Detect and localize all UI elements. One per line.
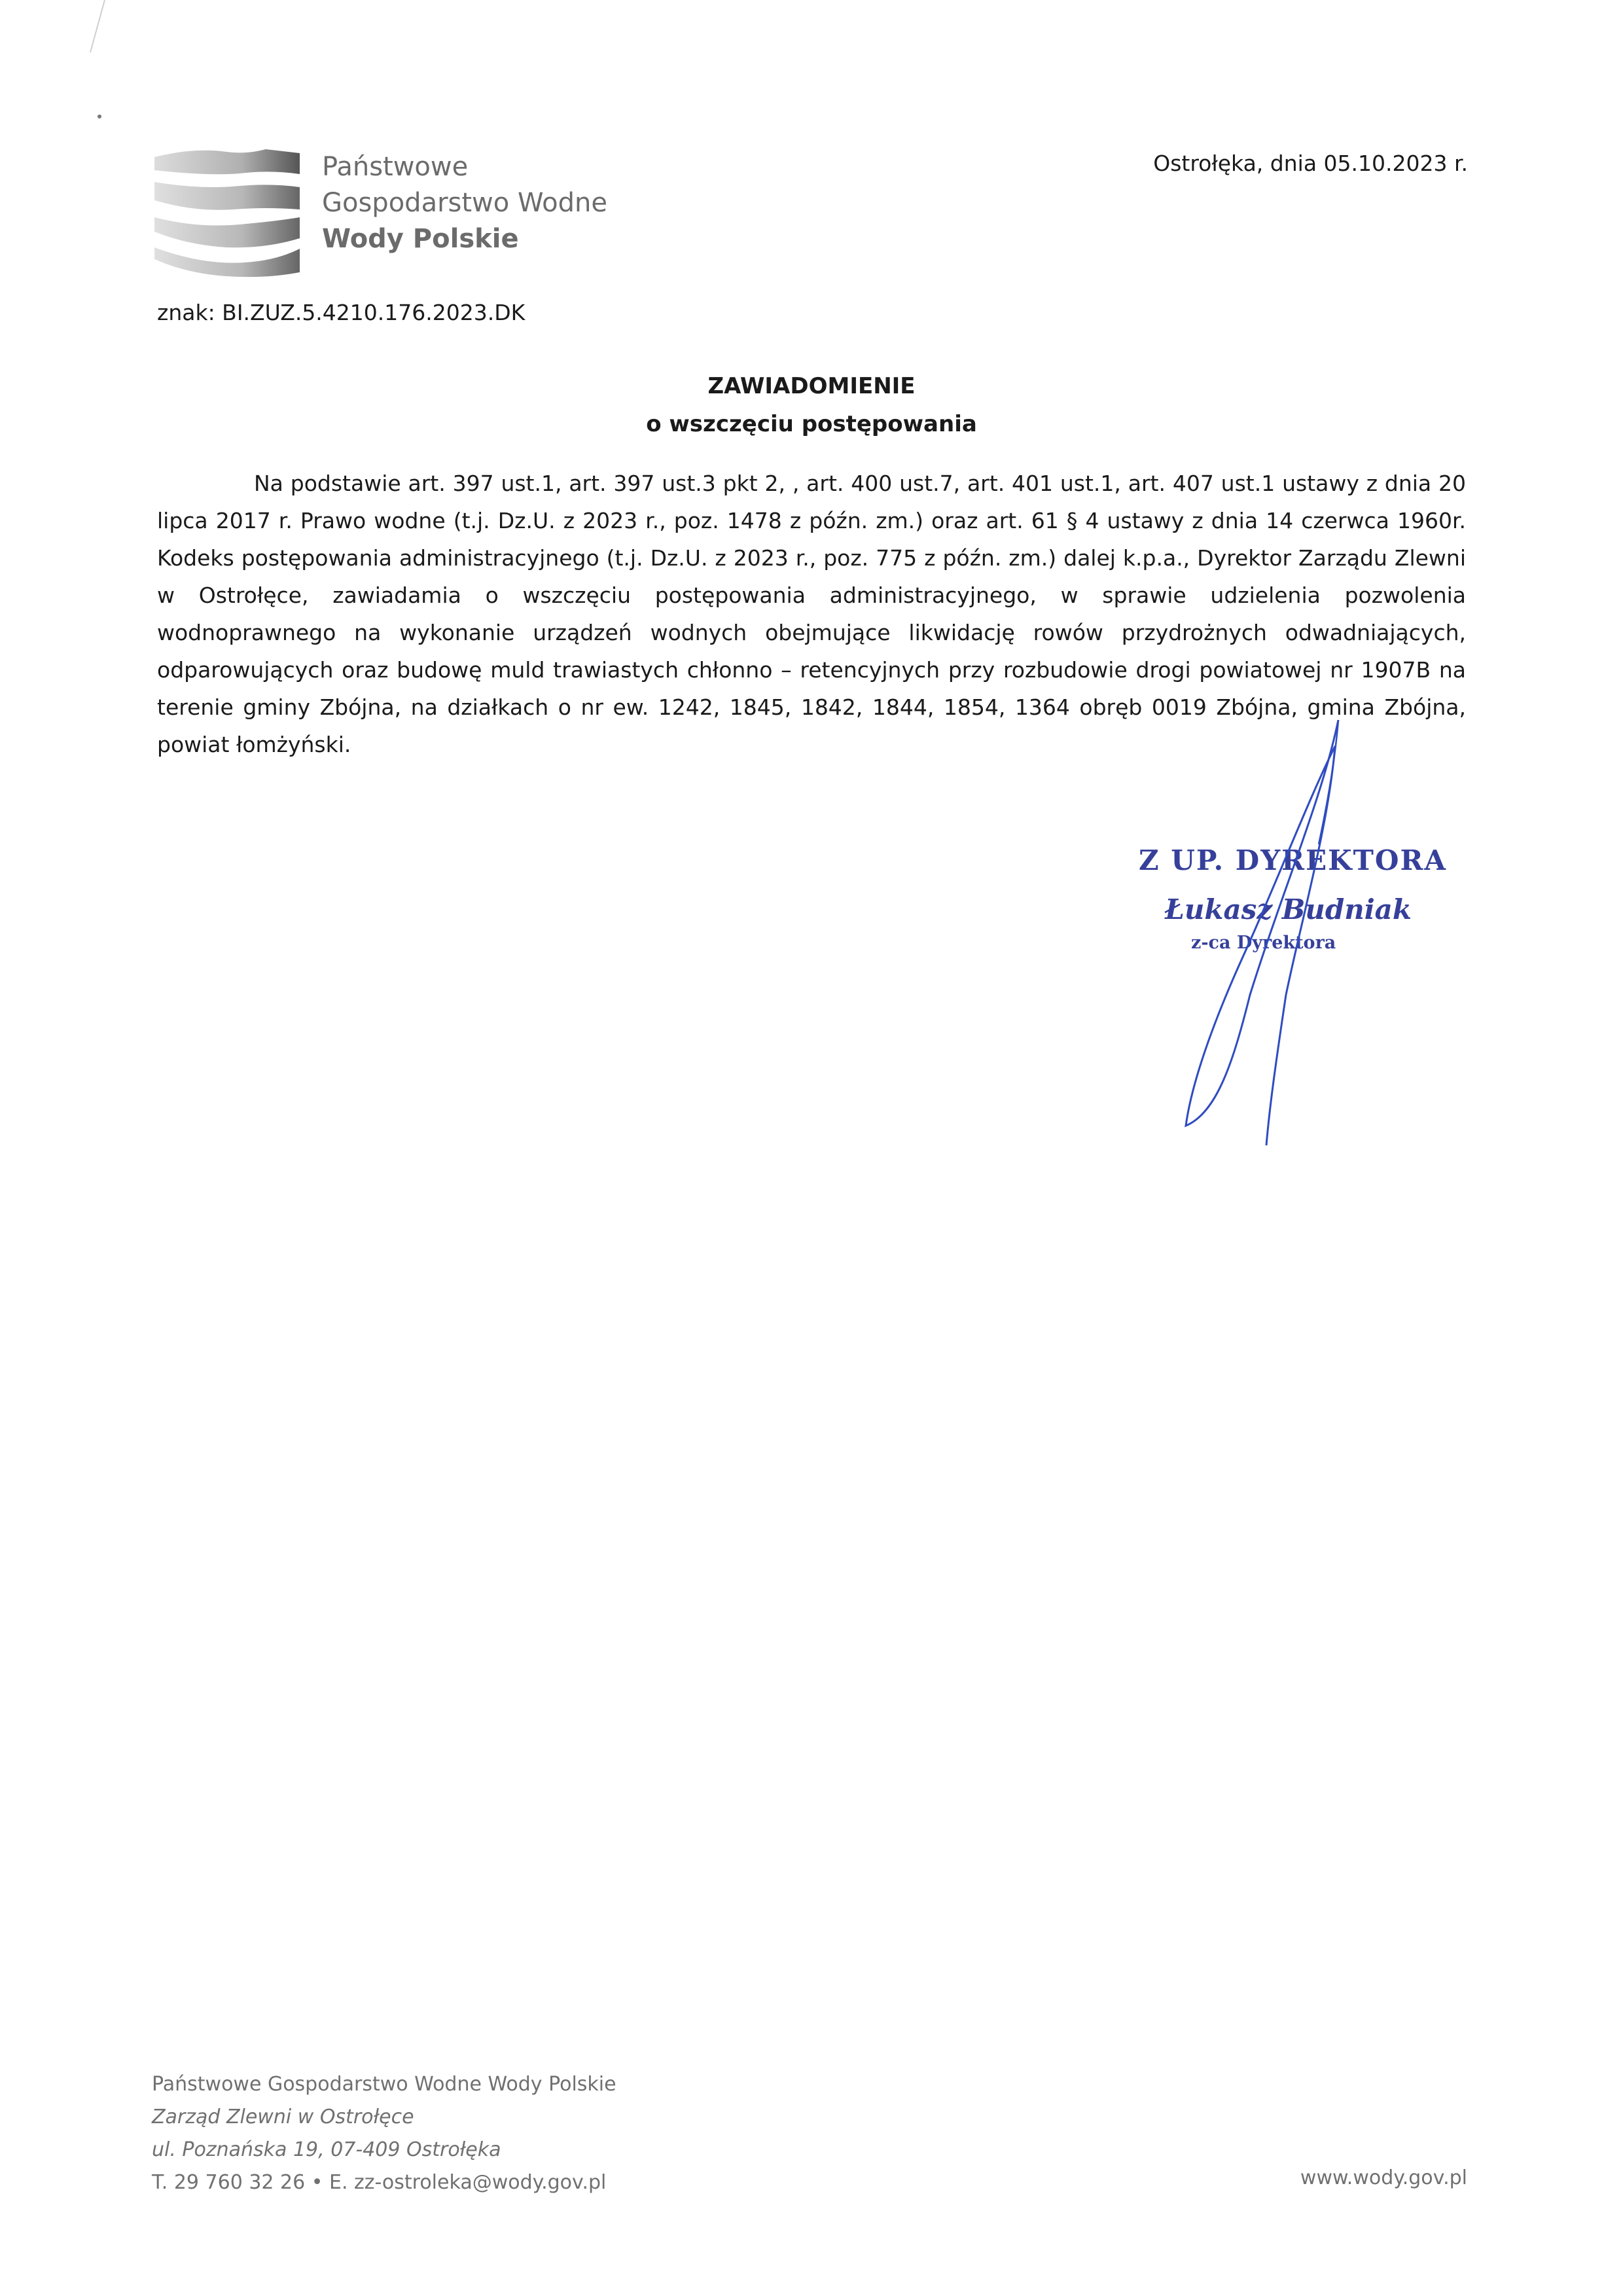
stamp-line-1: Z UP. DYREKTORA [1139, 844, 1447, 876]
reference-number: znak: BI.ZUZ.5.4210.176.2023.DK [157, 300, 526, 325]
organization-name [322, 149, 607, 257]
org-line-1: Państwowe [322, 152, 469, 182]
document-date: Ostrołęka, dnia 05.10.2023 r. [1153, 151, 1468, 176]
stamp-line-2: Łukasz Budniak [1165, 893, 1412, 925]
document-title: ZAWIADOMIENIE [707, 373, 916, 399]
footer-address [152, 2068, 616, 2199]
footer-line-2: Zarząd Zlewni w Ostrołęce [152, 2106, 414, 2128]
document-subtitle: o wszczęciu postępowania [646, 411, 977, 437]
footer-contact: T. 29 760 32 26 • E. zz-ostroleka@wody.gov.pl [152, 2171, 607, 2194]
footer-line-3: ul. Poznańska 19, 07-409 Ostrołęka [152, 2138, 501, 2161]
footer-line-1: Państwowe Gospodarstwo Wodne Wody Polskie [152, 2073, 616, 2096]
org-line-2: Gospodarstwo Wodne [322, 188, 607, 218]
scan-artifact [59, 0, 137, 131]
wody-polskie-logo [154, 144, 300, 278]
footer-website: www.wody.gov.pl [1300, 2166, 1467, 2189]
document-body: Na podstawie art. 397 ust.1, art. 397 ust.3 pkt 2, , art. 400 ust.7, art. 401 ust.1, art. 407 ust.1 ustawy z dnia 20 lipca 2017 r. Prawo wodne (t.j. Dz.U. z 2023 r., poz. 1478 z późn. zm.) oraz art. 61 § 4 ustawy z dnia 14 czerwca 1960r. Kodeks postępowania administracyjnego (t.j. Dz.U. z 2023 r., poz. 775 z późn. zm.) dalej k.p.a., Dyrektor Zarządu Zlewni w Ostrołęce, zawiadamia o wszczęciu postępowania administracyjnego, w sprawie udzielenia pozwolenia wodnoprawnego na wykonanie urządzeń wodnych obejmujące likwidację rowów przydrożnych odwadniających, odparowujących oraz budowę muld trawiastych chłonno – retencyjnych przy rozbudowie drogi powiatowej nr 1907B na terenie gminy Zbójna, na działkach o nr ew. 1242, 1845, 1842, 1844, 1854, 1364 obręb 0019 Zbójna, gmina Zbójna, powiat łomżyński. [157, 471, 1466, 757]
stamp-line-3: z-ca Dyrektora [1191, 933, 1336, 953]
org-line-3: Wody Polskie [322, 224, 519, 254]
handwritten-signature [1171, 720, 1368, 1152]
